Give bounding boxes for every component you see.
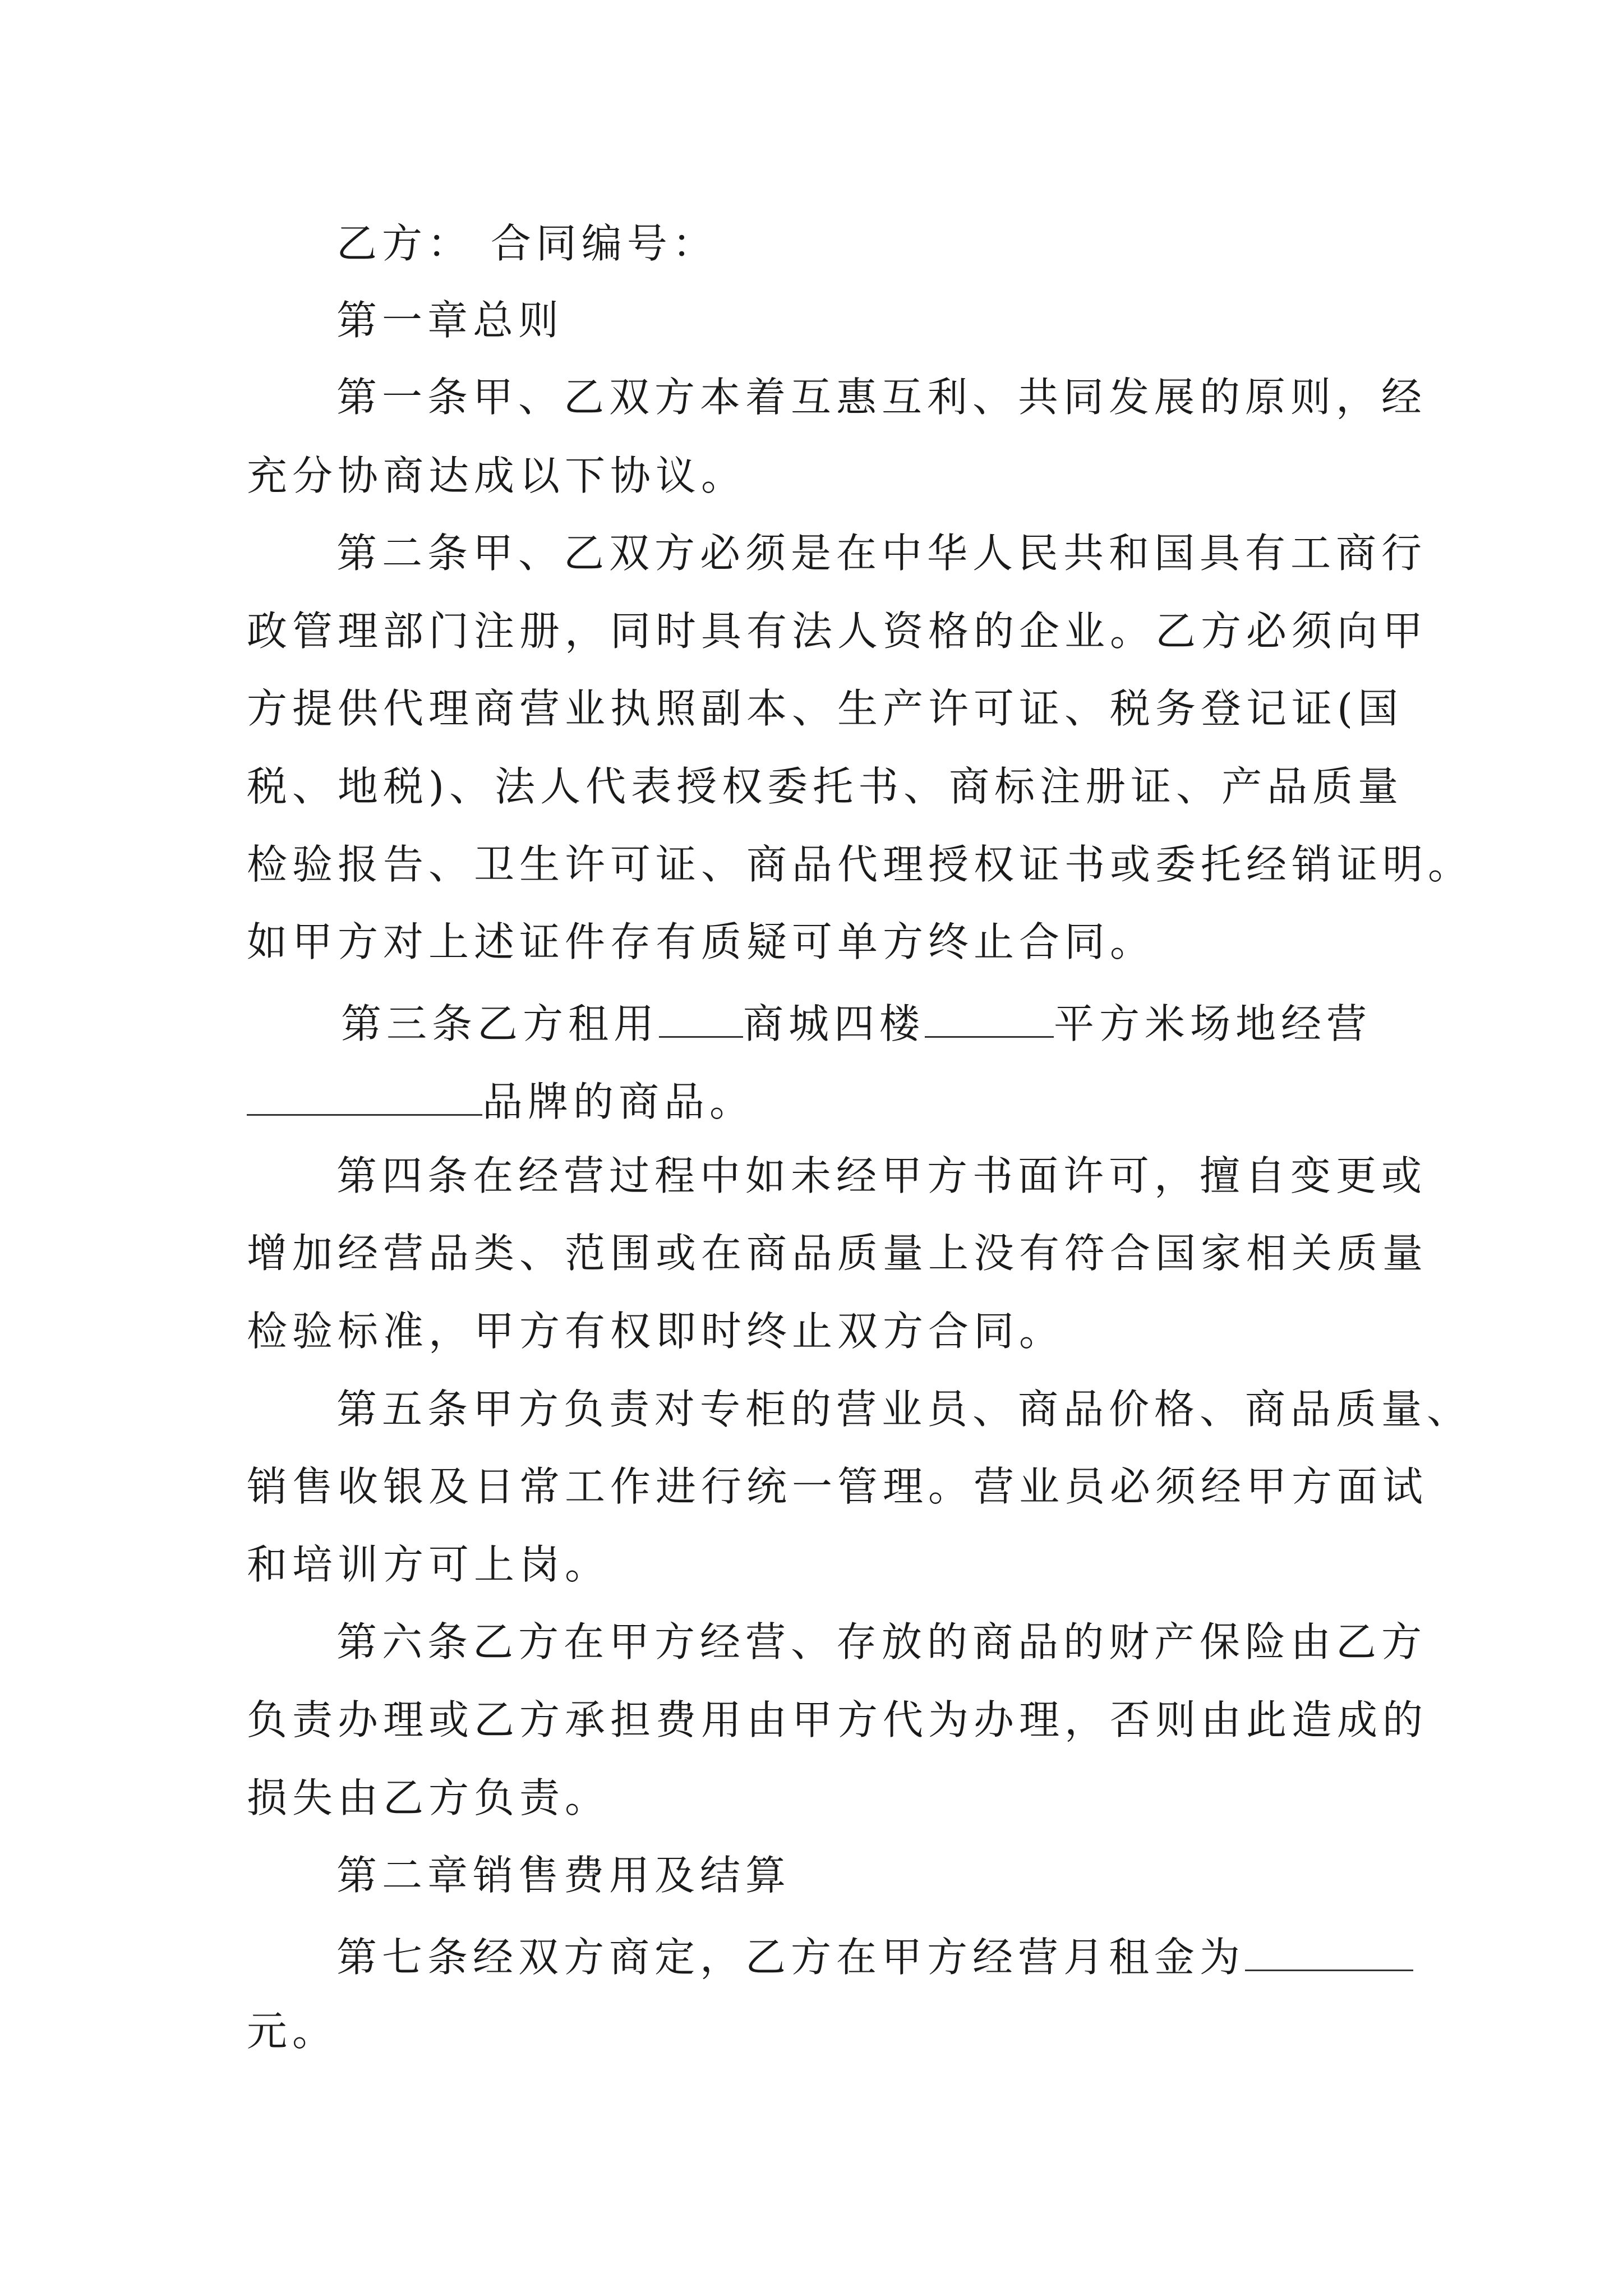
article-7-line-1 [336,1933,1413,1981]
article-1-line-1: 第一条甲、乙双方本着互惠互利、共同发展的原则，经 [336,374,1427,421]
article-7-line-2: 元。 [247,2008,338,2055]
fill-in-blank [925,1000,1054,1038]
article-4-line-2: 增加经营品类、范围或在商品质量上没有符合国家相关质量 [247,1230,1428,1277]
article-2-line-5: 检验报告、卫生许可证、商品代理授权证书或委托经销证明。 [247,841,1474,888]
article-2-line-3: 方提供代理商营业执照副本、生产许可证、税务登记证(国 [247,685,1404,732]
article-2-line-4: 税、地税)、法人代表授权委托书、商标注册证、产品质量 [247,763,1404,810]
fill-in-blank [247,1078,482,1116]
article-6-line-1: 第六条乙方在甲方经营、存放的商品的财产保险由乙方 [336,1618,1427,1665]
header-party-b-contract-no: 乙方： 合同编号： [336,220,718,267]
article-4-line-3: 检验标准，甲方有权即时终止双方合同。 [247,1308,1065,1355]
article-3-text-d: 品牌的商品。 [482,1078,755,1125]
article-3-text-a: 第三条乙方租用 [341,1000,660,1047]
article-2-line-6: 如甲方对上述证件存有质疑可单方终止合同。 [247,918,1156,965]
chapter-2-heading: 第二章销售费用及结算 [336,1852,791,1899]
article-2-line-1: 第二条甲、乙双方必须是在中华人民共和国具有工商行 [336,530,1427,577]
fill-in-blank [1245,1933,1413,1971]
article-2-line-2: 政管理部门注册，同时具有法人资格的企业。乙方必须向甲 [247,608,1428,655]
chapter-1-heading: 第一章总则 [336,297,564,344]
article-1-line-2: 充分协商达成以下协议。 [247,452,747,499]
article-5-line-2: 销售收银及日常工作进行统一管理。营业员必须经甲方面试 [247,1463,1428,1510]
article-3-line-1 [341,1000,1372,1047]
article-7-text-a: 第七条经双方商定，乙方在甲方经营月租金为 [336,1933,1246,1981]
article-3-line-2 [247,1078,755,1125]
article-6-line-2: 负责办理或乙方承担费用由甲方代为办理，否则由此造成的 [247,1696,1428,1743]
article-3-text-c: 平方米场地经营 [1054,1000,1372,1047]
fill-in-blank [659,1000,743,1038]
article-5-line-3: 和培训方可上岗。 [247,1541,611,1588]
article-3-text-b: 商城四楼 [743,1000,925,1047]
article-4-line-1: 第四条在经营过程中如未经甲方书面许可，擅自变更或 [336,1152,1427,1199]
article-5-line-1: 第五条甲方负责对专柜的营业员、商品价格、商品质量、 [336,1386,1473,1433]
article-6-line-3: 损失由乙方负责。 [247,1774,611,1821]
